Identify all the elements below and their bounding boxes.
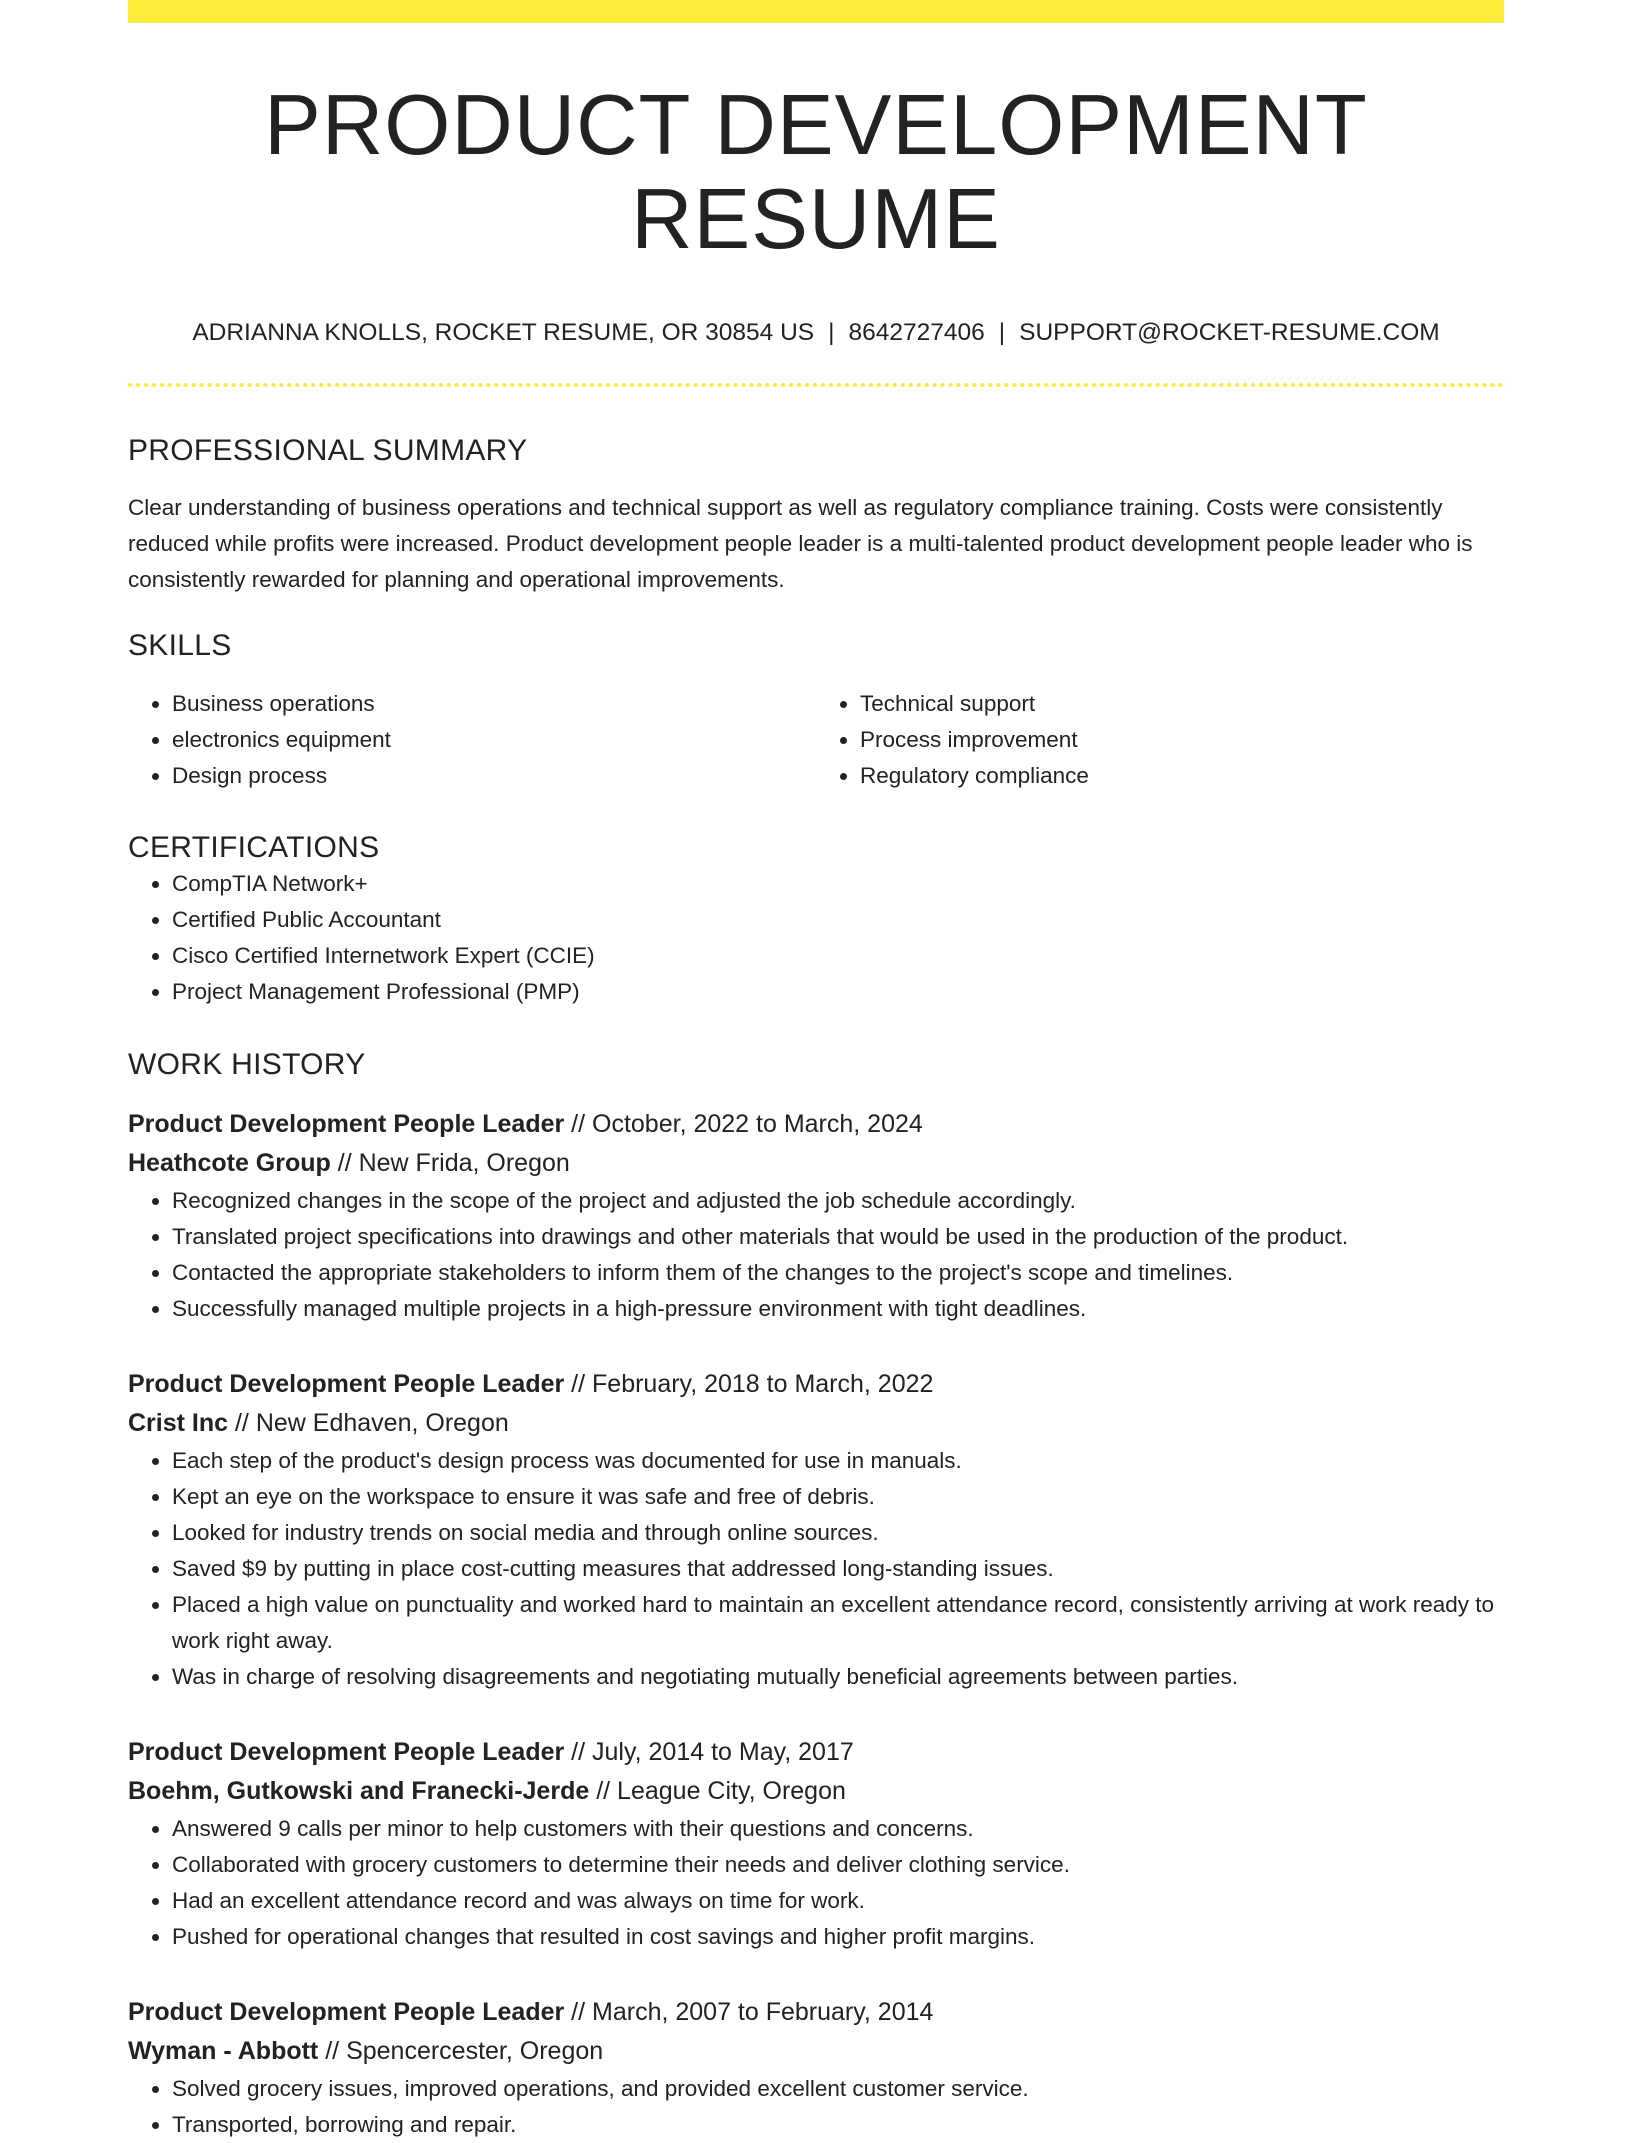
job-dates: October, 2022 to March, 2024 (592, 1110, 923, 1139)
job-location: New Edhaven, Oregon (255, 1409, 509, 1438)
skill-item: • Process improvement (860, 722, 1504, 758)
job-entry (128, 1365, 1504, 1695)
job-dates: March, 2007 to February, 2014 (592, 1998, 934, 2027)
job-bullet: • Contacted the appropriate stakeholders to inform them of the changes to the project's scope and timelines. (172, 1255, 1504, 1291)
job-bullet: • Kept an eye on the workspace to ensure it was safe and free of debris. (172, 1479, 1504, 1515)
job-title: Product Development People Leader (128, 1738, 565, 1767)
job-title: Product Development People Leader (128, 1998, 565, 2027)
job-title-line (128, 1365, 1504, 1404)
header-divider (128, 383, 1504, 387)
job-bullet: • Translated project specifications into drawings and other materials that would be used in the production of the product. (172, 1219, 1504, 1255)
job-bullet: • Saved $9 by putting in place cost-cutting measures that addressed long-standing issues. (172, 1551, 1504, 1587)
job-bullet: • Was in charge of resolving disagreements and negotiating mutually beneficial agreements between parties. (172, 1659, 1504, 1695)
skill-item: • Regulatory compliance (860, 758, 1504, 794)
job-bullet: • Each step of the product's design process was documented for use in manuals. (172, 1443, 1504, 1479)
job-bullet: • Pushed for operational changes that resulted in cost savings and higher profit margins. (172, 1919, 1504, 1955)
job-bullet: • Had an excellent attendance record and was always on time for work. (172, 1883, 1504, 1919)
resume-page (128, 0, 1504, 2143)
job-company: Heathcote Group (128, 1149, 331, 1178)
job-company-line (128, 1144, 1504, 1183)
job-separator: // (564, 1738, 593, 1767)
job-dates: July, 2014 to May, 2017 (592, 1738, 854, 1767)
job-separator: // (564, 1998, 593, 2027)
job-location: League City, Oregon (617, 1777, 846, 1806)
job-title-line (128, 1733, 1504, 1772)
certification-item: • Certified Public Accountant (172, 902, 1504, 938)
skills-list-left (128, 686, 816, 794)
skill-item: • electronics equipment (172, 722, 816, 758)
work-history-heading: WORK HISTORY (128, 1048, 366, 1082)
job-title-line (128, 1993, 1504, 2032)
skill-item: • Technical support (860, 686, 1504, 722)
job-bullet: • Collaborated with grocery customers to determine their needs and deliver clothing service. (172, 1847, 1504, 1883)
contact-email: SUPPORT@ROCKET-RESUME.COM (1019, 319, 1440, 346)
certification-item: • Cisco Certified Internetwork Expert (CCIE) (172, 938, 1504, 974)
skills-heading: SKILLS (128, 629, 232, 663)
job-company: Wyman - Abbott (128, 2037, 319, 2066)
job-dates: February, 2018 to March, 2022 (592, 1370, 934, 1399)
certifications-list (128, 866, 1504, 1010)
job-separator: // (330, 1149, 359, 1178)
job-bullet: • Recognized changes in the scope of the project and adjusted the job schedule accordingly. (172, 1183, 1504, 1219)
job-bullet: • Placed a high value on punctuality and worked hard to maintain an excellent attendance record, consistently arriving at work ready to work right away. (172, 1587, 1504, 1659)
contact-line (128, 318, 1504, 347)
job-bullet-list (128, 1183, 1504, 1327)
job-company-line (128, 1404, 1504, 1443)
job-bullet: • Transported, borrowing and repair. (172, 2107, 1504, 2143)
job-title-line (128, 1105, 1504, 1144)
job-company-line (128, 2032, 1504, 2071)
job-bullet: • Successfully managed multiple projects in a high-pressure environment with tight deadlines. (172, 1291, 1504, 1327)
certification-item: • Project Management Professional (PMP) (172, 974, 1504, 1010)
skills-grid (128, 686, 1504, 794)
job-separator: // (318, 2037, 347, 2066)
contact-address: ADRIANNA KNOLLS, ROCKET RESUME, OR 30854 US (192, 319, 815, 346)
certifications-heading: CERTIFICATIONS (128, 831, 380, 865)
job-bullet-list (128, 2071, 1504, 2143)
contact-phone: 8642727406 (848, 319, 985, 346)
job-bullet: • Looked for industry trends on social media and through online sources. (172, 1515, 1504, 1551)
job-bullet: • Solved grocery issues, improved operations, and provided excellent customer service. (172, 2071, 1504, 2107)
job-separator: // (564, 1370, 593, 1399)
skill-item: • Design process (172, 758, 816, 794)
job-entry (128, 1105, 1504, 1327)
summary-text: Clear understanding of business operations and technical support as well as regulatory compliance training. Costs were consistently reduced while profits were increased. Product development people leader is a multi-talented product development people leader who is consistently rewarded for planning and operational improvements. (128, 495, 1473, 593)
skill-item: • Business operations (172, 686, 816, 722)
job-separator: // (228, 1409, 256, 1438)
job-entry (128, 1733, 1504, 1955)
contact-separator: | (828, 319, 835, 346)
job-separator: // (564, 1110, 593, 1139)
skills-list-right (816, 686, 1504, 794)
job-entry (128, 1993, 1504, 2143)
summary-heading: PROFESSIONAL SUMMARY (128, 434, 528, 468)
job-company: Boehm, Gutkowski and Franecki-Jerde (128, 1777, 590, 1806)
job-company: Crist Inc (128, 1409, 229, 1438)
top-accent-bar (128, 0, 1504, 23)
job-company-line (128, 1772, 1504, 1811)
job-bullet-list (128, 1811, 1504, 1955)
job-bullet: • Answered 9 calls per minor to help customers with their questions and concerns. (172, 1811, 1504, 1847)
certification-item: • CompTIA Network+ (172, 866, 1504, 902)
job-location: Spencercester, Oregon (346, 2037, 604, 2066)
job-title: Product Development People Leader (128, 1370, 565, 1399)
resume-title: PRODUCT DEVELOPMENT RESUME (264, 78, 1368, 267)
job-separator: // (589, 1777, 618, 1806)
job-title: Product Development People Leader (128, 1110, 565, 1139)
contact-separator: | (998, 319, 1006, 346)
job-bullet-list (128, 1443, 1504, 1695)
job-location: New Frida, Oregon (358, 1149, 570, 1178)
